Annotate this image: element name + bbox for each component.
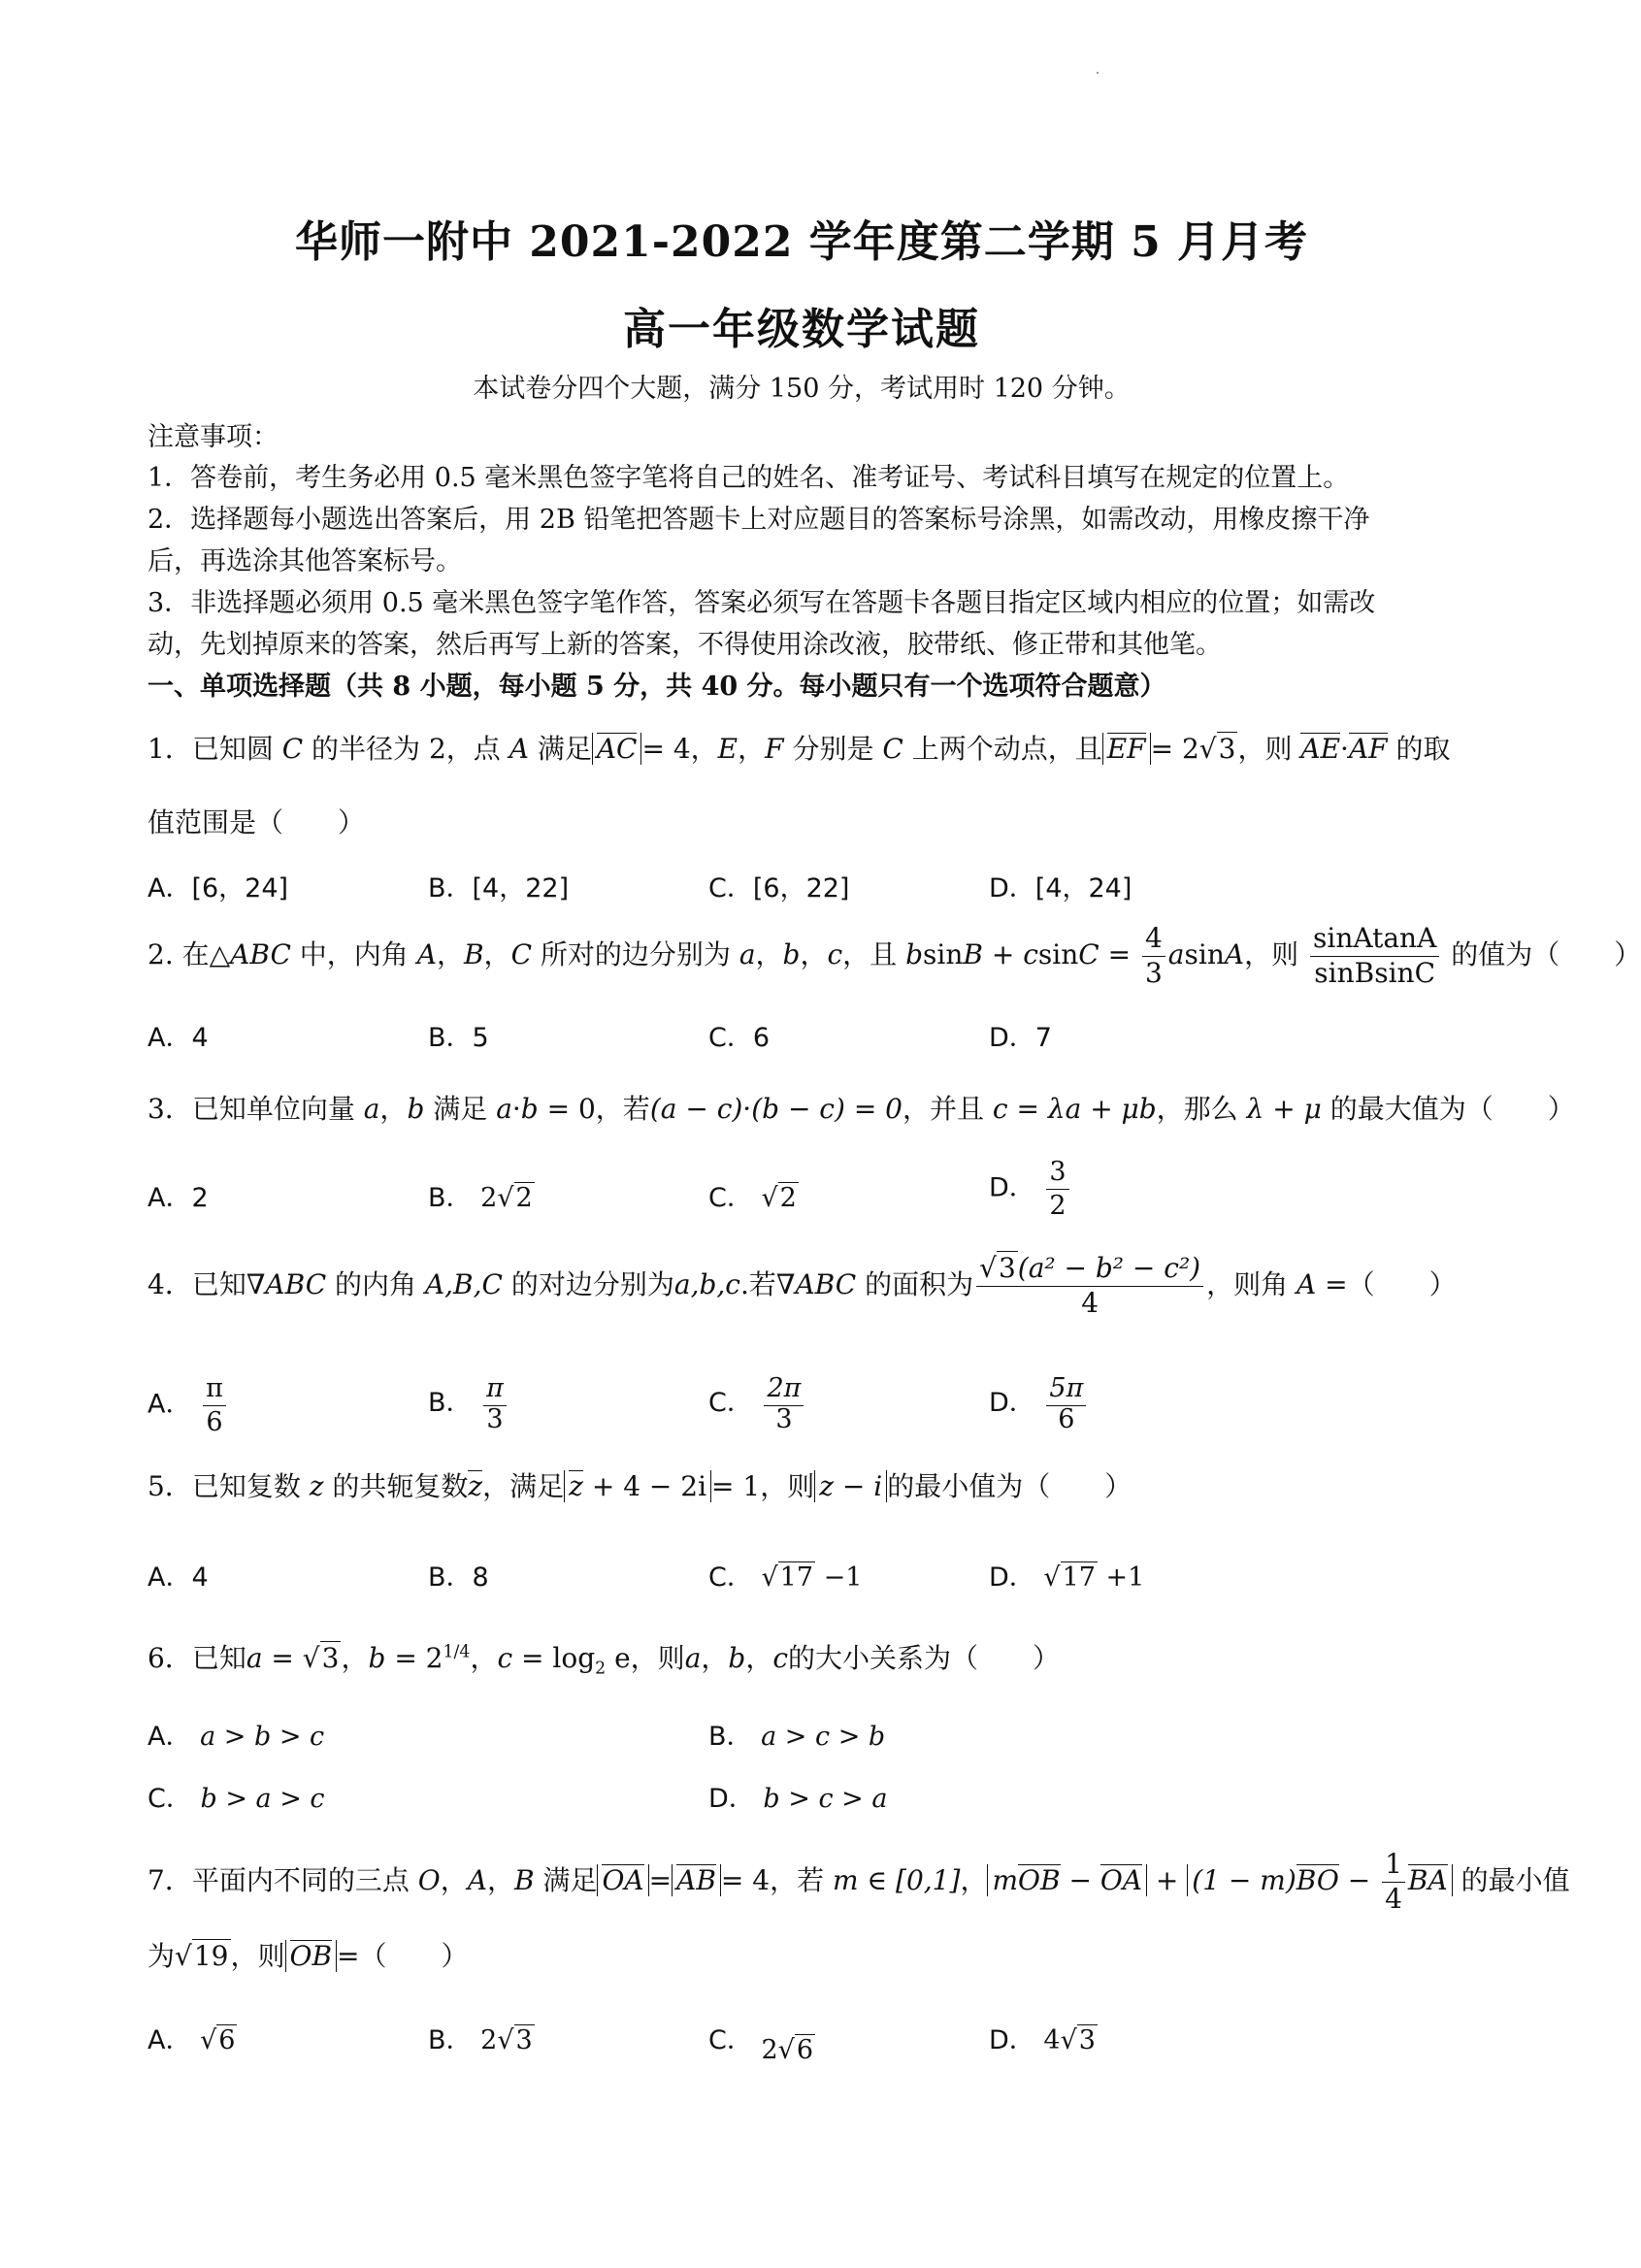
notes-heading: 注意事项：: [148, 422, 279, 452]
q7-option-c: [708, 2019, 815, 2065]
vector-ob: OB: [289, 1940, 333, 1972]
coefficient: 2: [480, 2025, 498, 2055]
q2-var: b: [782, 937, 801, 970]
q3-var: a: [363, 1093, 380, 1125]
q2-var: B: [963, 937, 983, 970]
q1-option-d: D．[4，24]: [989, 873, 1132, 904]
q5-text: 的最小值为（ ）: [887, 1470, 1132, 1502]
q6-option-b: [708, 1715, 885, 1753]
q3-expr: λ + μ: [1246, 1093, 1322, 1125]
q3-text: ，那么: [1156, 1093, 1247, 1125]
abs-expr: [564, 1470, 711, 1502]
q2-var: C: [510, 937, 532, 970]
q6-option-a: [148, 1715, 324, 1753]
q7-text: ，: [960, 1863, 988, 1896]
denominator: 3: [486, 1403, 504, 1434]
q1-text: ，: [738, 733, 766, 765]
q7-option-b: [428, 2019, 535, 2056]
sqrt: √3: [979, 1252, 1016, 1284]
option-expr: b > c > a: [763, 1784, 888, 1814]
radicand: 3: [515, 2025, 533, 2055]
q5-var: z: [309, 1470, 324, 1502]
q7-expr: m ∈ [0,1]: [832, 1863, 961, 1896]
q6-var: c: [772, 1642, 789, 1674]
q2-text: +: [982, 937, 1024, 970]
q7-text: +: [1147, 1863, 1188, 1896]
q3-option-b: [428, 1176, 535, 1214]
section-heading: 一、单项选择题（共 8 小题，每小题 5 分，共 40 分。每小题只有一个选项符合题意）: [148, 672, 1166, 702]
q3-option-c: [708, 1176, 799, 1214]
q4-text: =（ ）: [1316, 1267, 1457, 1300]
option-value: [761, 2035, 815, 2065]
fraction: [483, 1374, 507, 1433]
radicand: 2: [515, 1183, 533, 1213]
radicand: 6: [796, 2035, 814, 2065]
q4-option-c: [708, 1374, 806, 1433]
note-2-line-1: 2．选择题每小题选出答案后，用 2B 铅笔把答题卡上对应题目的答案标号涂黑，如需改动，用橡皮擦干净: [148, 505, 1370, 535]
q1-var: A: [509, 733, 529, 765]
q1-option-b: B．[4，22]: [428, 873, 570, 904]
vector-bo: BO: [1296, 1863, 1339, 1896]
q2-text: 2. 在△: [148, 937, 231, 970]
q5-text: −1: [815, 1562, 863, 1593]
q7-text: 7．平面内不同的三点: [148, 1863, 418, 1896]
q6-var: a: [246, 1642, 263, 1674]
abs-oa: [597, 1864, 648, 1896]
option-label: C．: [708, 2025, 753, 2055]
numerator: [976, 1254, 1203, 1287]
q3-var: b: [407, 1093, 425, 1125]
radicand: 3: [1218, 733, 1236, 765]
option-label: C．: [148, 1784, 192, 1814]
q5-text: ，满足: [482, 1470, 565, 1502]
option-label: D．: [989, 1388, 1035, 1419]
q7-text: = 4，若: [720, 1863, 833, 1896]
q5-text: 的共轭复数: [323, 1470, 469, 1502]
q7-option-d: [989, 2019, 1098, 2056]
q1-text: 1．已知圆: [148, 733, 282, 765]
vector-ef: EF: [1106, 733, 1146, 765]
option-label: B．: [708, 1722, 753, 1752]
q4-text: 4．已知: [148, 1267, 246, 1300]
q6-var: c: [497, 1642, 513, 1674]
q2-option-b: B．5: [428, 1023, 489, 1053]
q3-expr: c = λa + μb: [992, 1093, 1157, 1125]
q4-var: A: [1296, 1267, 1317, 1300]
q7-text: 满足: [534, 1863, 598, 1896]
q2-var: C: [1078, 937, 1099, 970]
fraction: [1142, 924, 1165, 989]
question-4: [148, 1254, 1457, 1319]
option-expr: b > a > c: [200, 1784, 325, 1814]
q3-text: ，: [379, 1093, 408, 1125]
radicand: 2: [779, 1183, 797, 1213]
abs-ef: [1102, 733, 1151, 765]
q3-text: 3．已知单位向量: [148, 1093, 364, 1125]
q7-text: ，则: [230, 1940, 285, 1972]
option-label: A．: [148, 2025, 192, 2055]
denominator: 3: [1144, 956, 1163, 989]
abs-expr: [814, 1470, 887, 1502]
q6-text: ，: [341, 1642, 369, 1674]
denominator: 4: [1385, 1882, 1402, 1915]
radicand: 3: [998, 1252, 1016, 1284]
q3-text: = 0，若: [538, 1093, 650, 1125]
q4-text: ，则角: [1206, 1267, 1297, 1300]
sqrt: √3: [1198, 733, 1236, 765]
q7-text: =（ ）: [337, 1940, 469, 1972]
q2-var: A: [416, 937, 437, 970]
note-3-line-2: 动，先划掉原来的答案，然后再写上新的答案，不得使用涂改液，胶带纸、修正带和其他笔。: [148, 630, 1222, 660]
option-label: C．: [708, 1388, 753, 1419]
note-2-line-2: 后，再选涂其他答案标号。: [148, 546, 462, 576]
q6-text: ，: [745, 1642, 773, 1674]
conjugate-z: z: [468, 1470, 483, 1502]
q4-text: 的内角: [326, 1267, 425, 1300]
q2-text: 中，内角: [290, 937, 417, 970]
q4-var: a,b,c: [673, 1267, 740, 1300]
q7-text: −: [1338, 1863, 1380, 1896]
q3-expr: (a − c)·(b − c) = 0: [649, 1093, 903, 1125]
q2-var: c: [827, 937, 843, 970]
radicand: 3: [1078, 2025, 1096, 2055]
sqrt: √2: [497, 1183, 533, 1213]
numerator: 1: [1382, 1850, 1405, 1883]
q6-var: b: [728, 1642, 746, 1674]
q1-text: 的取: [1387, 733, 1451, 765]
q2-option-c: C．6: [708, 1023, 771, 1053]
q1-text: ·: [1340, 733, 1349, 765]
q6-text: =: [262, 1642, 303, 1674]
q7-var: B: [513, 1863, 535, 1896]
abs-ab: [672, 1864, 721, 1896]
q4-text: 的对边分别为: [502, 1267, 674, 1300]
q1-var: C: [882, 733, 903, 765]
abs-ac: [592, 733, 642, 765]
conjugate-z: z: [569, 1470, 583, 1502]
q1-text: 分别是: [783, 733, 883, 765]
q3-option-d: [989, 1158, 1072, 1220]
fraction: [1046, 1374, 1086, 1433]
q6-text: 的大小关系为（ ）: [788, 1642, 1061, 1674]
q4-var: A,B,C: [424, 1267, 503, 1300]
q7-text: ，: [486, 1863, 514, 1896]
question-3: [148, 1088, 1575, 1127]
vector-oa: OA: [1099, 1863, 1142, 1896]
option-label: D．: [989, 1172, 1035, 1203]
q5-text: +1: [1097, 1562, 1145, 1593]
sqrt: √17: [1043, 1562, 1096, 1593]
q6-var: a: [684, 1642, 702, 1674]
vector-ob: OB: [1018, 1863, 1061, 1896]
q6-text: ，: [470, 1642, 498, 1674]
option-label: C．: [708, 1562, 753, 1593]
q5-option-d: [989, 1556, 1144, 1594]
q1-var: F: [765, 733, 784, 765]
radicand: 17: [779, 1562, 814, 1593]
q7-text: −: [1060, 1863, 1100, 1896]
q2-text: ，: [436, 937, 464, 970]
sqrt: √2: [761, 1183, 797, 1213]
q1-text: 上两个动点，且: [903, 733, 1102, 765]
q6-text: = 2: [385, 1642, 443, 1674]
option-label: D．: [708, 1784, 755, 1814]
scan-dot: [1097, 72, 1099, 74]
q6-text: 6．已知: [148, 1642, 246, 1674]
q5-text: = 1，则: [711, 1470, 815, 1502]
numerator: sinAtanA: [1310, 924, 1439, 957]
q2-text: sin: [923, 937, 964, 970]
exponent: 1/4: [443, 1642, 471, 1662]
q2-text: sin: [1184, 937, 1225, 970]
q3-text: ，并且: [903, 1093, 993, 1125]
fraction: [1310, 924, 1439, 989]
vector-ae: AE: [1300, 733, 1341, 765]
exam-info: 本试卷分四个大题，满分 150 分，考试用时 120 分钟。: [473, 374, 1131, 404]
radicand: 3: [321, 1642, 340, 1674]
exam-title: 华师一附中 2021-2022 学年度第二学期 5 月月考: [294, 217, 1309, 267]
sqrt: √3: [1060, 2025, 1096, 2055]
q5-option-a: A．4: [148, 1562, 209, 1593]
q7-var: m: [992, 1863, 1019, 1896]
coefficient: 2: [761, 2035, 778, 2065]
q2-var: B: [463, 937, 484, 970]
denominator: 6: [206, 1406, 223, 1437]
numerator: π: [203, 1374, 226, 1406]
q2-text: ，则: [1244, 937, 1307, 970]
radicand: 19: [193, 1940, 229, 1972]
vector-oa: OA: [602, 1863, 644, 1896]
q5-expr: z − i: [819, 1470, 883, 1502]
question-6: [148, 1637, 1060, 1679]
abs-ob: [285, 1940, 338, 1972]
question-1-line-2: 值范围是（ ）: [148, 806, 366, 838]
q3-text: 满足: [424, 1093, 497, 1125]
option-label: C．: [708, 1183, 753, 1213]
q2-text: 的值为（ ）: [1442, 937, 1641, 970]
note-1: 1．答卷前，考生务必用 0.5 毫米黑色签字笔将自己的姓名、准考证号、考试科目填写在规定的位置上。: [148, 463, 1350, 493]
q5-option-b: B．8: [428, 1562, 489, 1593]
option-label: D．: [989, 2025, 1035, 2055]
q4-option-a: [148, 1374, 229, 1436]
question-7-line-2: [148, 1935, 469, 1974]
question-5: [148, 1465, 1132, 1504]
q6-option-d: [708, 1777, 887, 1815]
q4-text: 的面积为: [856, 1267, 974, 1300]
q2-var: c: [1023, 937, 1038, 970]
option-label: A．: [148, 1722, 192, 1752]
vector-ba: BA: [1407, 1863, 1448, 1896]
abs-expr: [1187, 1848, 1452, 1915]
q2-option-d: D．7: [989, 1023, 1052, 1053]
q4-var: ∇ABC: [246, 1267, 327, 1300]
q2-text: ，: [755, 937, 783, 970]
vector-af: AF: [1348, 733, 1388, 765]
q2-text: ，且: [842, 937, 906, 970]
vector-ab: AB: [676, 1863, 716, 1896]
fraction: [764, 1374, 804, 1433]
denominator: 4: [1081, 1286, 1099, 1319]
q1-text: = 2: [1150, 733, 1199, 765]
option-label: B．: [428, 2025, 473, 2055]
sqrt: √3: [497, 2025, 533, 2055]
radicand: 6: [218, 2025, 236, 2055]
q3-text: ·: [511, 1093, 521, 1125]
coefficient: 4: [1043, 2025, 1061, 2055]
q4-var: ∇ABC: [775, 1267, 857, 1300]
q6-text: e，则: [606, 1642, 685, 1674]
q5-text: + 4 − 2i: [582, 1470, 707, 1502]
q2-option-a: A．4: [148, 1023, 209, 1053]
denominator: 6: [1058, 1403, 1075, 1434]
q2-text: sin: [1037, 937, 1079, 970]
q2-var: ABC: [230, 937, 291, 970]
sqrt: √6: [777, 2035, 814, 2065]
option-expr: a > b > c: [200, 1722, 325, 1752]
q2-var: A: [1224, 937, 1245, 970]
q4-expr: (a² − b² − c²): [1017, 1252, 1201, 1284]
denominator: 3: [775, 1403, 793, 1434]
q6-option-c: [148, 1777, 325, 1815]
q6-text: = log: [512, 1642, 596, 1674]
q1-text: = 4，: [641, 733, 718, 765]
q7-text: ，: [440, 1863, 468, 1896]
question-1: [148, 728, 1451, 767]
q7-expr: (1 − m): [1192, 1863, 1296, 1896]
q3-var: b: [520, 1093, 539, 1125]
sqrt: √19: [175, 1940, 229, 1972]
radicand: 17: [1062, 1562, 1096, 1593]
numerator: 4: [1142, 924, 1165, 957]
question-2: [148, 924, 1641, 989]
q2-text: 所对的边分别为: [532, 937, 739, 970]
q7-text: =: [648, 1863, 673, 1896]
fraction: [203, 1374, 226, 1436]
exam-subject-title: 高一年级数学试题: [623, 305, 980, 354]
q1-text: ，则: [1237, 733, 1301, 765]
option-expr: a > c > b: [761, 1722, 886, 1752]
sqrt: √3: [302, 1642, 340, 1674]
option-label: B．: [428, 1388, 473, 1419]
q2-text: ，: [483, 937, 511, 970]
fraction: [1382, 1850, 1405, 1915]
q1-var: C: [281, 733, 304, 765]
q2-var: a: [1167, 937, 1185, 970]
option-label: D．: [989, 1562, 1035, 1593]
q3-option-a: A．2: [148, 1183, 209, 1213]
denominator: sinBsinC: [1314, 956, 1435, 989]
q2-text: ，: [800, 937, 828, 970]
fraction: [1046, 1158, 1068, 1220]
q4-text: .若: [739, 1267, 776, 1300]
q7-option-a: [148, 2019, 237, 2056]
q1-text: 满足: [528, 733, 592, 765]
option-label: A．: [148, 1389, 192, 1420]
note-3-line-1: 3．非选择题必须用 0.5 毫米黑色签字笔作答，答案必须写在答题卡各题目指定区域内相应的位置；如需改: [148, 588, 1376, 618]
sqrt: √6: [200, 2025, 236, 2055]
q7-var: O: [417, 1863, 441, 1896]
numerator: π: [483, 1373, 507, 1406]
q1-option-c: C．[6，22]: [708, 873, 850, 904]
q1-option-a: A．[6，24]: [148, 873, 289, 904]
option-label: B．: [428, 1183, 473, 1213]
q2-var: b: [905, 937, 924, 970]
q6-var: b: [368, 1642, 386, 1674]
question-7: [148, 1850, 1570, 1915]
log-base: 2: [595, 1659, 607, 1679]
q3-text: 的最大值为（ ）: [1321, 1093, 1575, 1125]
fraction: [976, 1254, 1203, 1319]
sqrt: √17: [761, 1562, 814, 1593]
denominator: 2: [1049, 1190, 1067, 1221]
q1-text: 的半径为 2，点: [303, 733, 509, 765]
q5-text: 5．已知复数: [148, 1470, 310, 1502]
q7-text: 为: [148, 1940, 176, 1972]
q3-var: a: [496, 1093, 512, 1125]
q2-var: a: [738, 937, 756, 970]
q1-var: E: [717, 733, 738, 765]
numerator: 5π: [1046, 1373, 1086, 1406]
numerator: 2π: [764, 1373, 804, 1406]
q7-var: A: [467, 1863, 487, 1896]
q6-text: ，: [701, 1642, 729, 1674]
vector-ac: AC: [596, 733, 638, 765]
abs-expr: [987, 1864, 1147, 1896]
q5-option-c: [708, 1556, 862, 1594]
q4-option-b: [428, 1374, 509, 1433]
q2-text: =: [1099, 937, 1139, 970]
q4-option-d: [989, 1374, 1089, 1433]
coefficient: 2: [480, 1183, 498, 1213]
q7-text: 的最小值: [1452, 1863, 1570, 1896]
numerator: 3: [1046, 1158, 1068, 1190]
